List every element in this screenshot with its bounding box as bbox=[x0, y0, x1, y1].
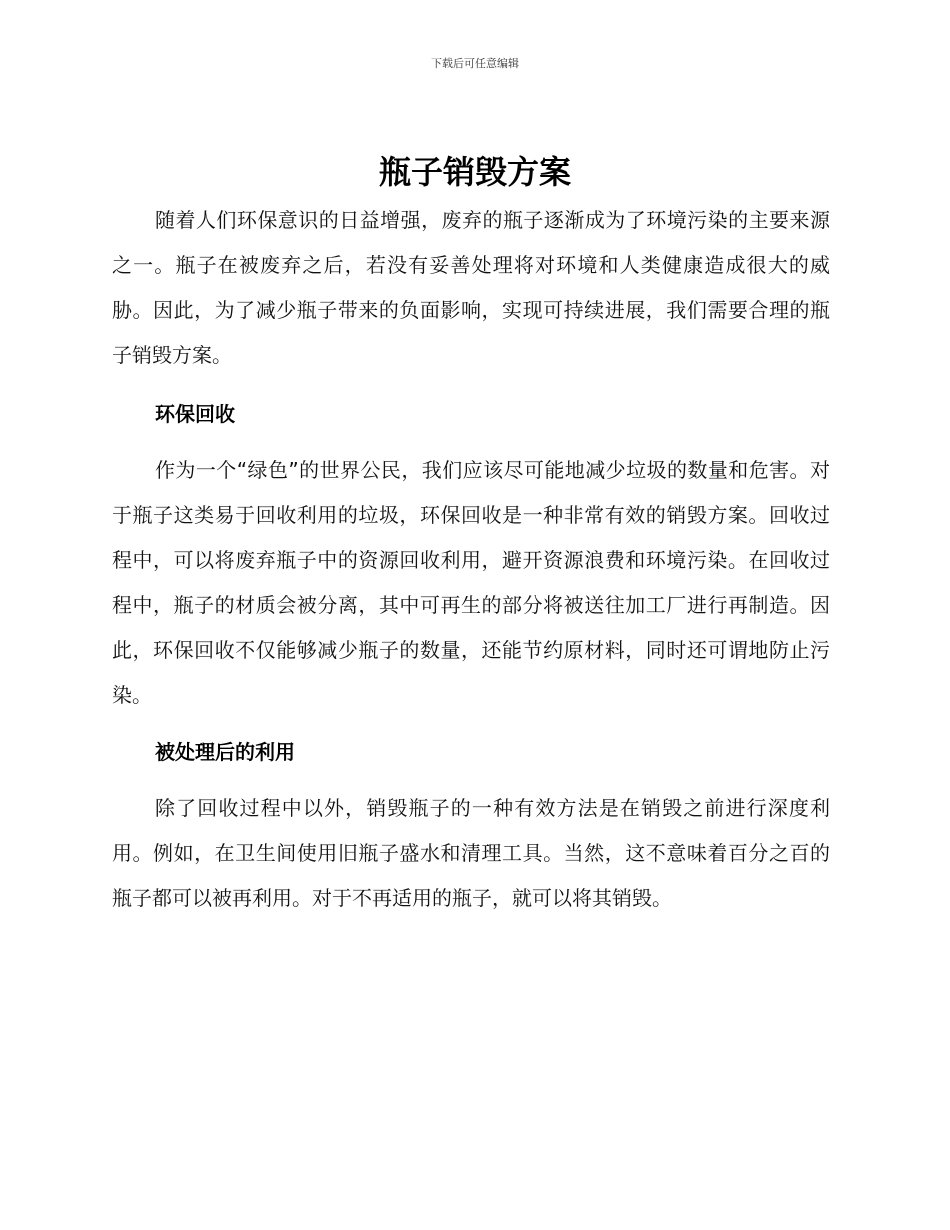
document-title: 瓶子销毁方案 bbox=[378, 153, 571, 191]
section-heading-reuse: 被处理后的利用 bbox=[155, 740, 295, 764]
intro-paragraph: 随着人们环保意识的日益增强，废弃的瓶子逐渐成为了环境污染的主要来源之一。瓶子在被废弃之后，若没有妥善处理将对环境和人类健康造成很大的威胁。因此，为了减少瓶子带来的负面影响，实现可持续进展，我们需要合理的瓶子销毁方案。 bbox=[112, 208, 830, 367]
section-paragraph-reuse: 除了回收过程中以外，销毁瓶子的一种有效方法是在销毁之前进行深度利用。例如，在卫生间使用旧瓶子盛水和清理工具。当然，这不意味着百分之百的瓶子都可以被再利用。对于不再适用的瓶子，就可以将其销毁。 bbox=[112, 796, 830, 910]
header-note: 下载后可任意编辑 bbox=[431, 57, 519, 70]
section-heading-recycling: 环保回收 bbox=[155, 402, 235, 426]
section-paragraph-recycling: 作为一个“绿色”的世界公民，我们应该尽可能地减少垃圾的数量和危害。对于瓶子这类易于回收利用的垃圾，环保回收是一种非常有效的销毁方案。回收过程中，可以将废弃瓶子中的资源回收利用，避开资源浪费和环境污染。在回收过程中，瓶子的材质会被分离，其中可再生的部分将被送往加工厂进行再制造。因此，环保回收不仅能够减少瓶子的数量，还能节约原材料，同时还可谓地防止污染。 bbox=[112, 458, 830, 707]
